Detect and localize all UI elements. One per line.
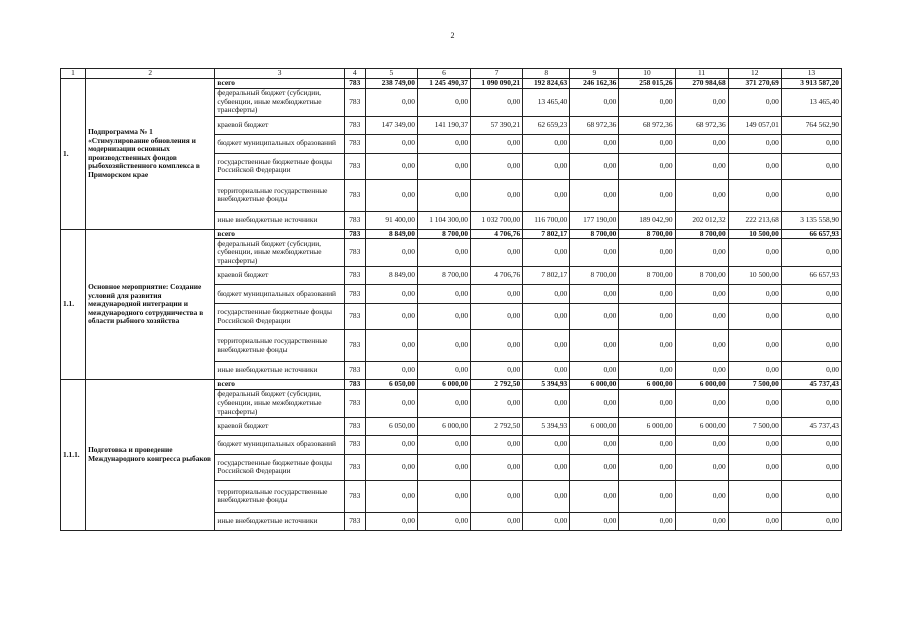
funding-source: федеральный бюджет (субсидии, субвенции, иные межбюджетные трансферты) [215, 88, 344, 116]
amount-cell: 0,00 [570, 389, 619, 417]
funding-source: иные внебюджетные источники [215, 512, 344, 530]
amount-cell: 0,00 [523, 239, 570, 267]
column-number: 12 [728, 69, 781, 79]
budget-code: 783 [344, 79, 365, 89]
amount-cell: 68 972,36 [675, 116, 728, 134]
amount-cell: 0,00 [365, 435, 417, 454]
funding-source: бюджет муниципальных образований [215, 435, 344, 454]
budget-code: 783 [344, 134, 365, 153]
amount-cell: 0,00 [365, 330, 417, 362]
column-number: 7 [471, 69, 523, 79]
amount-cell: 0,00 [570, 362, 619, 380]
amount-cell: 5 394,93 [523, 380, 570, 390]
budget-code: 783 [344, 179, 365, 211]
amount-cell: 0,00 [417, 362, 470, 380]
amount-cell: 8 849,00 [365, 267, 417, 285]
amount-cell: 0,00 [570, 435, 619, 454]
funding-source: территориальные государственные внебюджетные фонды [215, 179, 344, 211]
column-number: 4 [344, 69, 365, 79]
amount-cell: 0,00 [523, 153, 570, 179]
amount-cell: 7 802,17 [523, 229, 570, 239]
budget-code: 783 [344, 480, 365, 512]
amount-cell: 0,00 [417, 134, 470, 153]
amount-cell: 0,00 [619, 179, 675, 211]
amount-cell: 0,00 [471, 304, 523, 330]
amount-cell: 0,00 [417, 179, 470, 211]
amount-cell: 0,00 [675, 362, 728, 380]
amount-cell: 0,00 [365, 179, 417, 211]
amount-cell: 1 104 300,00 [417, 211, 470, 229]
amount-cell: 0,00 [570, 153, 619, 179]
amount-cell: 0,00 [471, 179, 523, 211]
amount-cell: 0,00 [781, 512, 841, 530]
amount-cell: 0,00 [675, 88, 728, 116]
amount-cell: 0,00 [417, 454, 470, 480]
amount-cell: 6 000,00 [619, 417, 675, 435]
amount-cell: 0,00 [675, 153, 728, 179]
amount-cell: 0,00 [365, 454, 417, 480]
amount-cell: 202 012,32 [675, 211, 728, 229]
funding-source: территориальные государственные внебюджетные фонды [215, 480, 344, 512]
amount-cell: 0,00 [523, 389, 570, 417]
amount-cell: 0,00 [781, 435, 841, 454]
budget-code: 783 [344, 267, 365, 285]
amount-cell: 0,00 [417, 304, 470, 330]
amount-cell: 0,00 [619, 435, 675, 454]
amount-cell: 0,00 [675, 330, 728, 362]
funding-source: федеральный бюджет (субсидии, субвенции, иные межбюджетные трансферты) [215, 389, 344, 417]
amount-cell: 0,00 [417, 285, 470, 304]
amount-cell: 2 792,50 [471, 417, 523, 435]
amount-cell: 8 700,00 [570, 229, 619, 239]
column-number: 5 [365, 69, 417, 79]
amount-cell: 0,00 [365, 239, 417, 267]
funding-source: всего [215, 229, 344, 239]
amount-cell: 8 700,00 [619, 229, 675, 239]
table-row [61, 79, 842, 89]
amount-cell: 0,00 [728, 454, 781, 480]
amount-cell: 116 700,00 [523, 211, 570, 229]
amount-cell: 4 706,76 [471, 229, 523, 239]
amount-cell: 0,00 [675, 480, 728, 512]
amount-cell: 0,00 [417, 512, 470, 530]
amount-cell: 270 984,68 [675, 79, 728, 89]
amount-cell: 189 042,90 [619, 211, 675, 229]
table-row [61, 380, 842, 390]
amount-cell: 57 390,21 [471, 116, 523, 134]
amount-cell: 0,00 [570, 285, 619, 304]
amount-cell: 0,00 [619, 480, 675, 512]
table-row [61, 229, 842, 239]
amount-cell: 0,00 [365, 304, 417, 330]
amount-cell: 0,00 [365, 480, 417, 512]
amount-cell: 13 465,40 [523, 88, 570, 116]
amount-cell: 0,00 [781, 480, 841, 512]
amount-cell: 0,00 [570, 480, 619, 512]
amount-cell: 0,00 [728, 88, 781, 116]
column-number: 1 [61, 69, 86, 79]
budget-table [60, 68, 842, 531]
amount-cell: 68 972,36 [570, 116, 619, 134]
amount-cell: 0,00 [570, 454, 619, 480]
amount-cell: 0,00 [781, 304, 841, 330]
amount-cell: 246 162,36 [570, 79, 619, 89]
amount-cell: 0,00 [675, 285, 728, 304]
amount-cell: 0,00 [417, 239, 470, 267]
amount-cell: 8 700,00 [417, 229, 470, 239]
amount-cell: 0,00 [728, 134, 781, 153]
amount-cell: 0,00 [728, 179, 781, 211]
table-body [61, 69, 842, 531]
funding-source: краевой бюджет [215, 116, 344, 134]
page-number: 2 [450, 31, 455, 40]
funding-source: бюджет муниципальных образований [215, 285, 344, 304]
amount-cell: 141 190,37 [417, 116, 470, 134]
amount-cell: 0,00 [365, 512, 417, 530]
amount-cell: 7 802,17 [523, 267, 570, 285]
amount-cell: 0,00 [417, 88, 470, 116]
amount-cell: 8 700,00 [619, 267, 675, 285]
amount-cell: 0,00 [365, 362, 417, 380]
column-number: 3 [215, 69, 344, 79]
amount-cell: 0,00 [728, 330, 781, 362]
column-number: 2 [86, 69, 215, 79]
amount-cell: 66 657,93 [781, 229, 841, 239]
amount-cell: 0,00 [781, 285, 841, 304]
amount-cell: 0,00 [675, 435, 728, 454]
amount-cell: 0,00 [781, 389, 841, 417]
program-name: Основное мероприятие: Создание условий для развития международной интеграции и международного сотрудничества в области рыбного хозяйства [86, 229, 215, 380]
amount-cell: 0,00 [523, 134, 570, 153]
amount-cell: 0,00 [728, 285, 781, 304]
amount-cell: 0,00 [619, 304, 675, 330]
amount-cell: 149 057,01 [728, 116, 781, 134]
budget-code: 783 [344, 454, 365, 480]
amount-cell: 45 737,43 [781, 417, 841, 435]
budget-code: 783 [344, 389, 365, 417]
amount-cell: 0,00 [471, 435, 523, 454]
amount-cell: 0,00 [781, 239, 841, 267]
amount-cell: 0,00 [523, 435, 570, 454]
amount-cell: 0,00 [728, 153, 781, 179]
amount-cell: 1 245 490,37 [417, 79, 470, 89]
amount-cell: 0,00 [619, 285, 675, 304]
funding-source: краевой бюджет [215, 417, 344, 435]
amount-cell: 0,00 [471, 512, 523, 530]
amount-cell: 0,00 [619, 389, 675, 417]
column-number: 11 [675, 69, 728, 79]
amount-cell: 66 657,93 [781, 267, 841, 285]
amount-cell: 8 849,00 [365, 229, 417, 239]
amount-cell: 222 213,68 [728, 211, 781, 229]
amount-cell: 0,00 [570, 512, 619, 530]
amount-cell: 0,00 [471, 153, 523, 179]
amount-cell: 0,00 [570, 330, 619, 362]
funding-source: государственные бюджетные фонды Российской Федерации [215, 153, 344, 179]
amount-cell: 0,00 [523, 285, 570, 304]
budget-code: 783 [344, 417, 365, 435]
column-number: 6 [417, 69, 470, 79]
budget-code: 783 [344, 116, 365, 134]
amount-cell: 8 700,00 [675, 229, 728, 239]
funding-source: краевой бюджет [215, 267, 344, 285]
amount-cell: 0,00 [728, 362, 781, 380]
amount-cell: 10 500,00 [728, 267, 781, 285]
amount-cell: 0,00 [675, 454, 728, 480]
amount-cell: 0,00 [781, 153, 841, 179]
amount-cell: 0,00 [365, 285, 417, 304]
amount-cell: 0,00 [675, 179, 728, 211]
column-number: 9 [570, 69, 619, 79]
amount-cell: 4 706,76 [471, 267, 523, 285]
amount-cell: 91 400,00 [365, 211, 417, 229]
amount-cell: 0,00 [523, 179, 570, 211]
amount-cell: 3 913 587,20 [781, 79, 841, 89]
amount-cell: 0,00 [471, 285, 523, 304]
amount-cell: 0,00 [417, 435, 470, 454]
amount-cell: 0,00 [523, 330, 570, 362]
funding-source: иные внебюджетные источники [215, 211, 344, 229]
amount-cell: 0,00 [619, 153, 675, 179]
budget-code: 783 [344, 229, 365, 239]
amount-cell: 6 050,00 [365, 380, 417, 390]
amount-cell: 13 465,40 [781, 88, 841, 116]
column-number: 10 [619, 69, 675, 79]
budget-code: 783 [344, 88, 365, 116]
amount-cell: 62 659,23 [523, 116, 570, 134]
amount-cell: 6 000,00 [619, 380, 675, 390]
budget-code: 783 [344, 380, 365, 390]
amount-cell: 6 000,00 [417, 380, 470, 390]
amount-cell: 0,00 [675, 512, 728, 530]
funding-source: федеральный бюджет (субсидии, субвенции, иные межбюджетные трансферты) [215, 239, 344, 267]
amount-cell: 0,00 [471, 480, 523, 512]
column-number: 8 [523, 69, 570, 79]
amount-cell: 0,00 [781, 454, 841, 480]
amount-cell: 0,00 [523, 480, 570, 512]
amount-cell: 0,00 [417, 389, 470, 417]
budget-code: 783 [344, 512, 365, 530]
amount-cell: 10 500,00 [728, 229, 781, 239]
amount-cell: 6 000,00 [675, 380, 728, 390]
amount-cell: 0,00 [675, 134, 728, 153]
amount-cell: 0,00 [523, 454, 570, 480]
amount-cell: 0,00 [781, 362, 841, 380]
amount-cell: 0,00 [570, 134, 619, 153]
funding-source: бюджет муниципальных образований [215, 134, 344, 153]
amount-cell: 147 349,00 [365, 116, 417, 134]
amount-cell: 0,00 [523, 304, 570, 330]
amount-cell: 0,00 [570, 179, 619, 211]
column-number: 13 [781, 69, 841, 79]
amount-cell: 0,00 [728, 239, 781, 267]
budget-code: 783 [344, 211, 365, 229]
amount-cell: 1 032 700,00 [471, 211, 523, 229]
amount-cell: 0,00 [570, 239, 619, 267]
amount-cell: 0,00 [471, 454, 523, 480]
amount-cell: 0,00 [619, 362, 675, 380]
amount-cell: 0,00 [619, 330, 675, 362]
amount-cell: 0,00 [728, 480, 781, 512]
amount-cell: 68 972,36 [619, 116, 675, 134]
amount-cell: 0,00 [365, 153, 417, 179]
budget-code: 783 [344, 153, 365, 179]
row-index: 1.1. [61, 229, 86, 380]
amount-cell: 3 135 558,90 [781, 211, 841, 229]
budget-code: 783 [344, 362, 365, 380]
row-index: 1.1.1. [61, 380, 86, 531]
amount-cell: 0,00 [781, 134, 841, 153]
amount-cell: 0,00 [471, 239, 523, 267]
program-name: Подпрограмма № 1 «Стимулирование обновления и модернизации основных производственных фондов рыбохозяйственного комплекса в Приморском крае [86, 79, 215, 230]
amount-cell: 0,00 [417, 480, 470, 512]
amount-cell: 2 792,50 [471, 380, 523, 390]
amount-cell: 0,00 [471, 362, 523, 380]
amount-cell: 0,00 [781, 330, 841, 362]
amount-cell: 0,00 [728, 304, 781, 330]
budget-code: 783 [344, 435, 365, 454]
amount-cell: 0,00 [675, 389, 728, 417]
amount-cell: 8 700,00 [417, 267, 470, 285]
amount-cell: 0,00 [619, 512, 675, 530]
program-name: Подготовка и проведение Международного конгресса рыбаков [86, 380, 215, 531]
amount-cell: 0,00 [675, 304, 728, 330]
amount-cell: 0,00 [471, 88, 523, 116]
amount-cell: 0,00 [570, 88, 619, 116]
amount-cell: 0,00 [619, 134, 675, 153]
amount-cell: 0,00 [675, 239, 728, 267]
amount-cell: 0,00 [365, 88, 417, 116]
amount-cell: 764 562,90 [781, 116, 841, 134]
amount-cell: 192 824,63 [523, 79, 570, 89]
funding-source: государственные бюджетные фонды Российской Федерации [215, 304, 344, 330]
amount-cell: 0,00 [619, 88, 675, 116]
amount-cell: 0,00 [523, 512, 570, 530]
amount-cell: 0,00 [471, 389, 523, 417]
amount-cell: 0,00 [471, 330, 523, 362]
amount-cell: 0,00 [365, 134, 417, 153]
amount-cell: 6 050,00 [365, 417, 417, 435]
amount-cell: 0,00 [728, 435, 781, 454]
budget-code: 783 [344, 239, 365, 267]
amount-cell: 0,00 [728, 389, 781, 417]
amount-cell: 371 270,69 [728, 79, 781, 89]
amount-cell: 6 000,00 [570, 417, 619, 435]
funding-source: территориальные государственные внебюджетные фонды [215, 330, 344, 362]
amount-cell: 0,00 [365, 389, 417, 417]
amount-cell: 0,00 [471, 134, 523, 153]
amount-cell: 258 015,26 [619, 79, 675, 89]
amount-cell: 6 000,00 [570, 380, 619, 390]
funding-source: всего [215, 380, 344, 390]
amount-cell: 177 190,00 [570, 211, 619, 229]
amount-cell: 6 000,00 [417, 417, 470, 435]
amount-cell: 6 000,00 [675, 417, 728, 435]
amount-cell: 0,00 [619, 454, 675, 480]
funding-source: всего [215, 79, 344, 89]
funding-source: иные внебюджетные источники [215, 362, 344, 380]
funding-source: государственные бюджетные фонды Российской Федерации [215, 454, 344, 480]
amount-cell: 45 737,43 [781, 380, 841, 390]
amount-cell: 0,00 [619, 239, 675, 267]
amount-cell: 7 500,00 [728, 380, 781, 390]
amount-cell: 0,00 [728, 512, 781, 530]
amount-cell: 0,00 [570, 304, 619, 330]
amount-cell: 8 700,00 [675, 267, 728, 285]
budget-code: 783 [344, 285, 365, 304]
amount-cell: 0,00 [417, 153, 470, 179]
budget-code: 783 [344, 304, 365, 330]
amount-cell: 0,00 [523, 362, 570, 380]
budget-code: 783 [344, 330, 365, 362]
row-index: 1. [61, 79, 86, 230]
column-number-row [61, 69, 842, 79]
amount-cell: 5 394,93 [523, 417, 570, 435]
amount-cell: 0,00 [417, 330, 470, 362]
amount-cell: 0,00 [781, 179, 841, 211]
amount-cell: 238 749,00 [365, 79, 417, 89]
amount-cell: 8 700,00 [570, 267, 619, 285]
amount-cell: 1 090 090,21 [471, 79, 523, 89]
amount-cell: 7 500,00 [728, 417, 781, 435]
